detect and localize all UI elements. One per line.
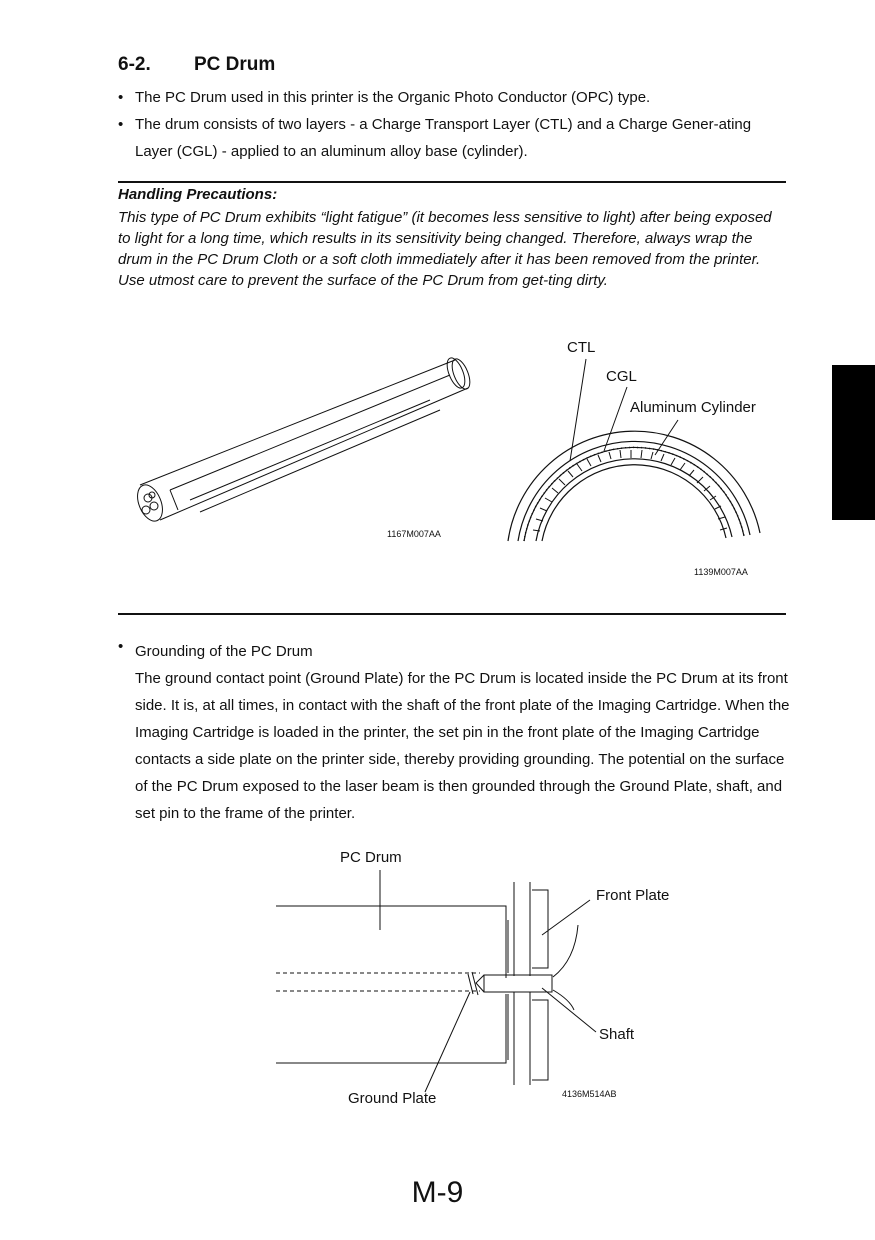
bullet-item [118,111,788,165]
bullet-text: The PC Drum used in this printer is the Organic Photo Conductor (OPC) type. [135,89,651,106]
label-cgl: CGL [606,368,637,385]
precautions-body: This type of PC Drum exhibits “light fatigue” (it becomes less sensitive to light) after being exposed to light for a long time, which results in its sensitivity being changed. Therefore, always wrap the drum in the PC Drum Cloth or a soft cloth immediately after it has been removed from the printer. Use utmost care to prevent the surface of the PC Drum from get-ting dirty. [118,209,772,289]
bullet-text: The drum consists of two layers - a Charge Transport Layer (CTL) and a Charge Gener-ating Layer (CGL) - applied to an aluminum alloy base (cylinder). [135,116,752,160]
grounding-title: Grounding of the PC Drum [135,643,313,660]
label-ctl: CTL [567,339,596,356]
label-front-plate: Front Plate [596,887,670,904]
drum-illustration [130,350,480,530]
label-shaft: Shaft [599,1026,635,1043]
divider [118,613,786,615]
bullet-dot: • [118,638,124,655]
section-number: 6-2. [118,54,151,75]
section-tab-marker [832,365,875,520]
label-ground-plate: Ground Plate [348,1090,437,1107]
figure-code: 1139M007AA [694,567,748,577]
section-heading [118,54,275,76]
grounding-diagram [270,860,590,1100]
page-number: M-9 [411,1176,464,1209]
grounding-section [135,638,795,827]
figure-code: 1167M007AA [387,529,441,539]
figure-code: 4136M514AB [562,1089,617,1099]
bullet-item [118,84,788,111]
divider [118,181,786,183]
section-title: PC Drum [194,54,276,75]
label-pc-drum: PC Drum [340,849,402,866]
grounding-body: The ground contact point (Ground Plate) for the PC Drum is located inside the PC Drum at its front side. It is, at all times, in contact with the shaft of the front plate of the Imaging Cartridge. When the Imaging Cartridge is loaded in the printer, the set pin in the front plate of the Imaging Cartridge contacts a side plate on the printer side, thereby providing grounding. The potential on the surface of the PC Drum exposed to the laser beam is then grounded through the Ground Plate, shaft, and set pin to the frame of the printer. [135,670,790,822]
label-aluminum-cylinder: Aluminum Cylinder [630,399,756,416]
precautions-title: Handling Precautions: [118,186,278,203]
bullet-dot: • [118,116,124,133]
bullet-dot: • [118,89,124,106]
